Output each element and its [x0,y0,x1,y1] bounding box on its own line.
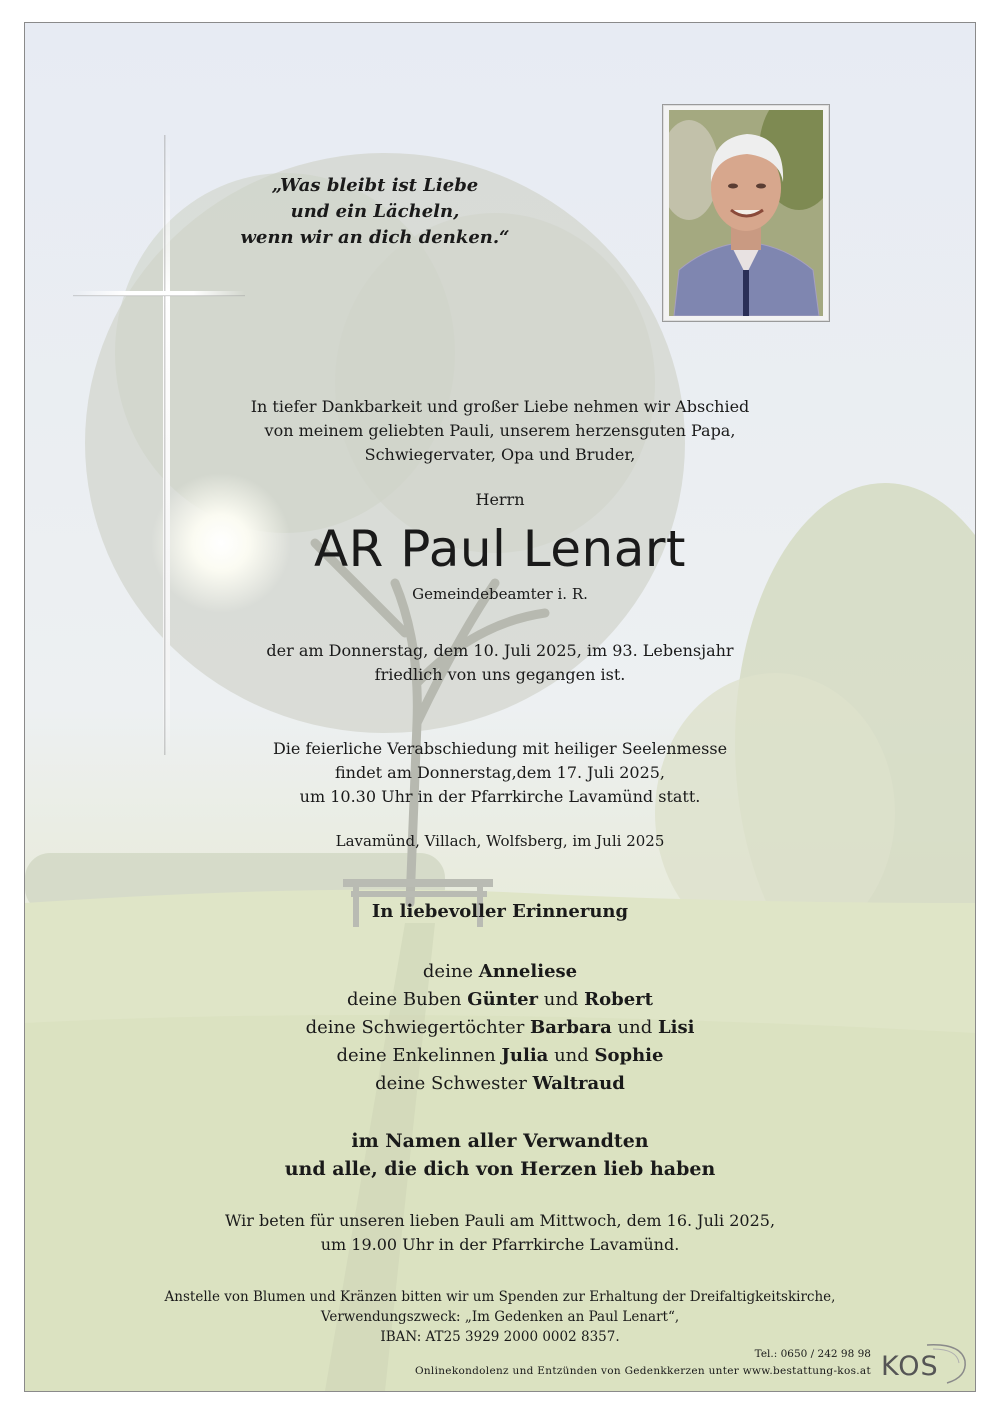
intro-line: In tiefer Dankbarkeit und großer Liebe nehmen wir Abschied [250,397,750,416]
mourner-text: und [538,989,585,1010]
donation-line: IBAN: AT25 3929 2000 0002 8357. [380,1329,620,1345]
prayer-line: Wir beten für unseren lieben Pauli am Mittwoch, dem 16. Juli 2025, [224,1211,776,1230]
relatives-line: und alle, die dich von Herzen lieb haben [284,1158,716,1180]
funeral-line: Die feierliche Verabschiedung mit heiliger Seelenmesse [272,739,728,758]
prayer-notice [25,1209,975,1257]
mourner-text: und [611,1017,658,1038]
mourner-name: Robert [584,989,653,1010]
portrait-image [669,110,823,316]
mourner-text: deine Schwester [375,1073,533,1094]
mourner-name: Lisi [657,1017,695,1038]
deceased-name: AR Paul Lenart [313,520,687,578]
funeral-line: findet am Donnerstag,dem 17. Juli 2025, [334,763,666,782]
death-line: der am Donnerstag, dem 10. Juli 2025, im 93. Lebensjahr [266,641,734,660]
mourner-name: Anneliese [478,961,578,982]
mourner-text: deine Schwiegertöchter [305,1017,531,1038]
mourner-line [25,986,975,1014]
phone-number: Tel.: 0650 / 242 98 98 [754,1348,871,1360]
intro-line: Schwiegervater, Opa und Bruder, [364,445,636,464]
mourner-line [25,958,975,986]
salutation: Herrn [475,490,525,509]
funeral-line: um 10.30 Uhr in der Pfarrkirche Lavamünd statt. [299,787,701,806]
mourners-list [25,958,975,1098]
mourner-text: deine [422,961,479,982]
quote-line: wenn wir an dich denken.“ [240,227,510,248]
donation-request [25,1287,975,1347]
memorial-quote [225,173,525,251]
donation-line: Verwendungszweck: „Im Gedenken an Paul Lenart“, [320,1309,680,1325]
quote-line: „Was bleibt ist Liebe [271,175,479,196]
kos-logo [877,1341,969,1385]
mourner-text: deine Buben [347,989,468,1010]
deceased-title: Gemeindebeamter i. R. [412,585,588,603]
death-line: friedlich von uns gegangen ist. [374,665,626,684]
parte-card [24,22,976,1392]
memory-heading: In liebevoller Erinnerung [371,901,629,922]
quote-line: und ein Lächeln, [290,201,460,222]
relatives-line: im Namen aller Verwandten [351,1130,649,1152]
online-condolence-link[interactable]: Onlinekondolenz und Entzünden von Gedenkkerzen unter www.bestattung-kos.at [414,1365,871,1377]
mourner-name: Sophie [594,1045,664,1066]
mourner-name: Julia [501,1045,549,1066]
death-notice [25,639,975,687]
mourner-line [25,1070,975,1098]
mourner-name: Waltraud [532,1073,625,1094]
funeral-details [25,737,975,809]
mourner-name: Günter [467,989,539,1010]
place-and-date: Lavamünd, Villach, Wolfsberg, im Juli 2025 [335,832,665,850]
intro-line: von meinem geliebten Pauli, unserem herzensguten Papa, [264,421,736,440]
mourner-text: deine Enkelinnen [336,1045,502,1066]
mourner-text: und [548,1045,595,1066]
mourner-line [25,1014,975,1042]
relatives-note [25,1127,975,1183]
donation-line: Anstelle von Blumen und Kränzen bitten wir um Spenden zur Erhaltung der Dreifaltigkeitskirche, [164,1289,836,1305]
intro-text [25,395,975,467]
logo-text: KOS [881,1351,939,1382]
mourner-line [25,1042,975,1070]
mourner-name: Barbara [530,1017,612,1038]
prayer-line: um 19.00 Uhr in der Pfarrkirche Lavamünd. [320,1235,680,1254]
portrait-photo [662,104,830,322]
